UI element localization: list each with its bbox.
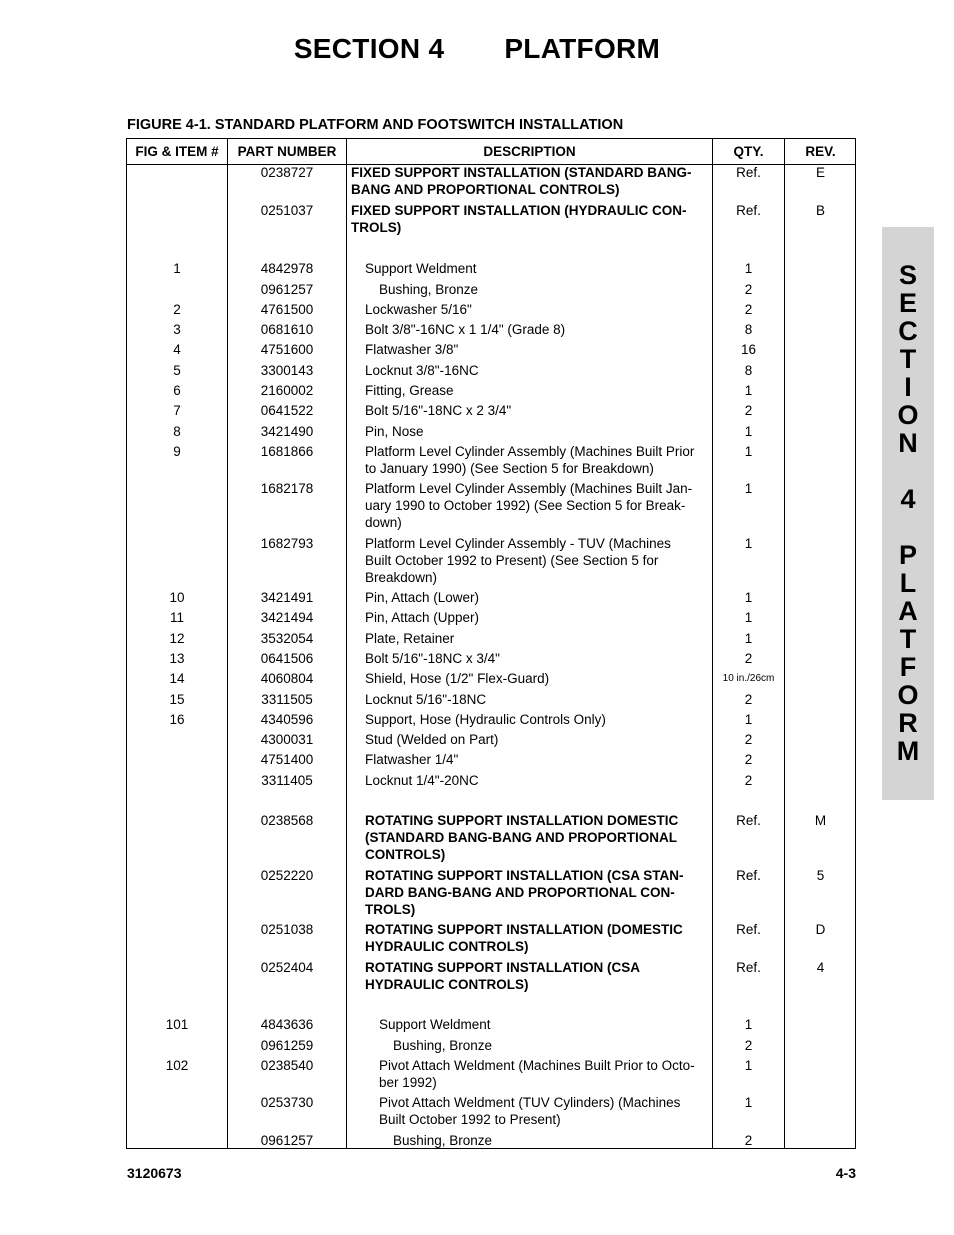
part-number-cell: 4751600: [260, 342, 314, 357]
qty-cell: 16: [740, 342, 757, 357]
side-tab-letter: R: [898, 708, 918, 738]
header-rev: REV.: [805, 144, 836, 159]
part-number-cell: 4843636: [260, 1017, 314, 1032]
description-line: ber 1992): [379, 1075, 437, 1090]
description-line: Bushing, Bronze: [379, 282, 479, 297]
description-line: Bolt 5/16"-18NC x 2 3/4": [365, 403, 512, 418]
description-line: ROTATING SUPPORT INSTALLATION (DOMESTIC: [365, 922, 683, 937]
fig-item-cell: 2: [173, 302, 181, 317]
side-tab-letter: M: [896, 736, 920, 766]
description-line: Bolt 5/16"-18NC x 3/4": [365, 651, 500, 666]
description-line: Support Weldment: [365, 261, 477, 276]
part-number-cell: 0252404: [260, 960, 314, 975]
qty-cell: 1: [744, 424, 753, 439]
description-cell: [365, 751, 725, 768]
fig-item-cell: 12: [169, 631, 185, 646]
side-tab-letter: I: [904, 372, 912, 402]
description-line: Pivot Attach Weldment (TUV Cylinders) (Machines: [379, 1095, 681, 1110]
qty-cell: Ref.: [736, 960, 761, 975]
description-line: Locknut 5/16"-18NC: [365, 692, 487, 707]
header-description: DESCRIPTION: [483, 144, 576, 159]
fig-item-cell: 11: [169, 610, 184, 625]
side-tab-letter: L: [899, 568, 917, 598]
side-tab-letter: A: [898, 596, 918, 626]
description-line: Breakdown): [365, 570, 438, 585]
side-tab-letter: E: [898, 288, 917, 318]
page-title: [0, 33, 954, 65]
fig-item-cell: 3: [173, 322, 181, 337]
part-number-cell: 0251038: [260, 922, 314, 937]
side-tab-letter: T: [899, 344, 917, 374]
description-line: Pin, Attach (Upper): [365, 610, 480, 625]
fig-item-cell: 9: [173, 444, 181, 459]
qty-cell: 1: [744, 444, 753, 459]
part-number-cell: 3421491: [260, 590, 314, 605]
description-line: TROLS): [351, 220, 402, 235]
qty-cell: 2: [744, 752, 753, 767]
description-cell: [351, 164, 711, 198]
qty-cell: 2: [744, 651, 753, 666]
qty-cell: Ref.: [736, 165, 761, 180]
fig-item-cell: 10: [169, 590, 185, 605]
description-cell: [365, 711, 725, 728]
part-number-cell: 3421490: [260, 424, 314, 439]
description-cell: [365, 443, 725, 477]
fig-item-cell: 7: [173, 403, 181, 418]
part-number-cell: 0253730: [260, 1095, 314, 1110]
qty-cell: 1: [744, 1095, 753, 1110]
part-number-cell: 0641506: [260, 651, 314, 666]
column-divider: [346, 139, 347, 1148]
qty-cell: 2: [744, 403, 753, 418]
description-cell: [393, 1132, 753, 1149]
part-number-cell: 1681866: [260, 444, 314, 459]
qty-cell: 1: [744, 590, 753, 605]
section-label: SECTION 4: [293, 33, 445, 64]
description-cell: [365, 362, 725, 379]
part-number-cell: 0961257: [260, 1133, 314, 1148]
rev-cell: 5: [816, 868, 825, 883]
qty-cell: 2: [744, 773, 753, 788]
description-cell: [365, 480, 725, 531]
part-number-cell: 4060804: [260, 671, 314, 686]
qty-cell: 2: [744, 282, 753, 297]
part-number-cell: 3311505: [261, 692, 313, 707]
part-number-cell: 0238727: [260, 165, 314, 180]
description-line: to January 1990) (See Section 5 for Breakdown): [365, 461, 654, 476]
description-line: Shield, Hose (1/2" Flex-Guard): [365, 671, 550, 686]
description-cell: [365, 731, 725, 748]
side-tab-letter: S: [898, 260, 917, 290]
description-cell: [365, 321, 725, 338]
description-line: HYDRAULIC CONTROLS): [365, 977, 529, 992]
figure-title: FIGURE 4-1. STANDARD PLATFORM AND FOOTSWITCH INSTALLATION: [127, 117, 624, 133]
description-cell: [379, 1057, 739, 1091]
description-line: Support Weldment: [379, 1017, 491, 1032]
description-line: ROTATING SUPPORT INSTALLATION DOMESTIC: [365, 813, 679, 828]
part-number-cell: 0681610: [260, 322, 314, 337]
description-line: Built October 1992 to Present): [379, 1112, 561, 1127]
qty-cell: 2: [744, 302, 753, 317]
description-line: Flatwasher 3/8": [365, 342, 459, 357]
description-cell: [365, 650, 725, 667]
qty-cell: 1: [744, 1058, 753, 1073]
qty-cell: 8: [744, 363, 753, 378]
part-number-cell: 1682178: [260, 481, 314, 496]
description-cell: [393, 1037, 753, 1054]
part-number-cell: 0961259: [260, 1038, 314, 1053]
side-tab-letter: N: [898, 428, 918, 458]
description-line: DARD BANG-BANG AND PROPORTIONAL CON-: [365, 885, 675, 900]
header-fig-item: FIG & ITEM #: [135, 144, 219, 159]
parts-table: [126, 138, 856, 1149]
qty-cell: 1: [744, 712, 753, 727]
side-tab-letter: T: [899, 624, 917, 654]
qty-cell: Ref.: [736, 203, 761, 218]
description-line: Platform Level Cylinder Assembly (Machines Built Prior: [365, 444, 695, 459]
description-line: FIXED SUPPORT INSTALLATION (STANDARD BANG-: [351, 165, 692, 180]
part-number-cell: 0238540: [260, 1058, 314, 1073]
description-cell: [365, 589, 725, 606]
description-line: Pivot Attach Weldment (Machines Built Prior to Octo-: [379, 1058, 695, 1073]
part-number-cell: 4761500: [260, 302, 314, 317]
rev-cell: 4: [816, 960, 825, 975]
qty-cell: 1: [744, 261, 753, 276]
description-line: HYDRAULIC CONTROLS): [365, 939, 529, 954]
description-line: TROLS): [365, 902, 416, 917]
qty-cell: 1: [744, 383, 753, 398]
fig-item-cell: 101: [165, 1017, 189, 1032]
description-line: Built October 1992 to Present) (See Section 5 for: [365, 553, 659, 568]
side-tab-letter: O: [897, 680, 919, 710]
qty-cell: 1: [744, 536, 753, 551]
doc-number: 3120673: [127, 1165, 182, 1181]
description-line: Locknut 1/4"-20NC: [365, 773, 479, 788]
rev-cell: M: [814, 813, 827, 828]
description-line: Stud (Welded on Part): [365, 732, 499, 747]
description-line: Platform Level Cylinder Assembly - TUV (Machines: [365, 536, 671, 551]
part-number-cell: 0961257: [260, 282, 314, 297]
fig-item-cell: 14: [169, 671, 185, 686]
description-cell: [379, 1094, 739, 1128]
description-cell: [351, 202, 711, 236]
description-line: uary 1990 to October 1992) (See Section 5 for Break-: [365, 498, 686, 513]
description-line: Platform Level Cylinder Assembly (Machines Built Jan-: [365, 481, 693, 496]
qty-cell: 10 in./26cm: [722, 673, 775, 684]
rev-cell: D: [815, 922, 826, 937]
description-line: ROTATING SUPPORT INSTALLATION (CSA STAN-: [365, 868, 684, 883]
description-line: down): [365, 515, 402, 530]
part-number-cell: 3300143: [260, 363, 314, 378]
part-number-cell: 0251037: [260, 203, 314, 218]
qty-cell: 2: [744, 732, 753, 747]
description-line: Bolt 3/8"-16NC x 1 1/4" (Grade 8): [365, 322, 566, 337]
part-number-cell: 4842978: [260, 261, 314, 276]
description-line: Flatwasher 1/4": [365, 752, 459, 767]
section-name: PLATFORM: [504, 33, 661, 64]
description-line: BANG AND PROPORTIONAL CONTROLS): [351, 182, 620, 197]
rev-cell: B: [815, 203, 825, 218]
header-part-number: PART NUMBER: [237, 144, 337, 159]
page-number: 4-3: [835, 1165, 856, 1181]
fig-item-cell: 6: [173, 383, 181, 398]
qty-cell: 2: [744, 1038, 753, 1053]
fig-item-cell: 15: [169, 692, 185, 707]
description-cell: [365, 921, 725, 955]
description-cell: [365, 772, 725, 789]
fig-item-cell: 16: [169, 712, 185, 727]
qty-cell: Ref.: [736, 813, 761, 828]
fig-item-cell: 102: [165, 1058, 189, 1073]
description-cell: [365, 260, 725, 277]
qty-cell: 2: [744, 692, 753, 707]
side-tab-letter: O: [897, 400, 919, 430]
description-line: Plate, Retainer: [365, 631, 455, 646]
description-line: Bushing, Bronze: [393, 1133, 493, 1148]
part-number-cell: 4300031: [260, 732, 314, 747]
qty-cell: 1: [744, 1017, 753, 1032]
qty-cell: 1: [744, 631, 753, 646]
table-header: [127, 139, 855, 165]
description-line: Pin, Attach (Lower): [365, 590, 480, 605]
description-line: (STANDARD BANG-BANG AND PROPORTIONAL: [365, 830, 677, 845]
section-side-tab: [882, 227, 934, 800]
description-cell: [365, 867, 725, 918]
part-number-cell: 0238568: [260, 813, 314, 828]
fig-item-cell: 5: [173, 363, 181, 378]
fig-item-cell: 4: [173, 342, 181, 357]
description-cell: [365, 341, 725, 358]
description-cell: [365, 630, 725, 647]
part-number-cell: 0641522: [260, 403, 314, 418]
qty-cell: 8: [744, 322, 753, 337]
qty-cell: 2: [744, 1133, 753, 1148]
side-tab-letter: C: [898, 316, 918, 346]
part-number-cell: 4751400: [260, 752, 314, 767]
description-line: Pin, Nose: [365, 424, 424, 439]
column-divider: [784, 139, 785, 1148]
qty-cell: 1: [744, 481, 753, 496]
qty-cell: Ref.: [736, 922, 761, 937]
description-line: Locknut 3/8"-16NC: [365, 363, 479, 378]
side-tab-letter: 4: [900, 484, 916, 514]
part-number-cell: 0252220: [260, 868, 314, 883]
description-cell: [365, 670, 725, 687]
part-number-cell: 2160002: [260, 383, 314, 398]
description-cell: [365, 535, 725, 586]
description-cell: [365, 382, 725, 399]
description-cell: [365, 402, 725, 419]
qty-cell: Ref.: [736, 868, 761, 883]
part-number-cell: 3311405: [261, 773, 313, 788]
side-tab-letter: F: [899, 652, 917, 682]
description-line: Bushing, Bronze: [393, 1038, 493, 1053]
description-cell: [365, 959, 725, 993]
description-cell: [365, 812, 725, 863]
description-cell: [365, 301, 725, 318]
rev-cell: E: [815, 165, 825, 180]
description-line: Fitting, Grease: [365, 383, 454, 398]
fig-item-cell: 1: [173, 261, 181, 276]
part-number-cell: 3421494: [260, 610, 314, 625]
description-cell: [379, 1016, 739, 1033]
description-cell: [365, 423, 725, 440]
part-number-cell: 4340596: [260, 712, 314, 727]
description-line: Lockwasher 5/16": [365, 302, 472, 317]
description-line: CONTROLS): [365, 847, 446, 862]
description-line: ROTATING SUPPORT INSTALLATION (CSA: [365, 960, 640, 975]
header-qty: QTY.: [733, 144, 764, 159]
description-line: FIXED SUPPORT INSTALLATION (HYDRAULIC CON-: [351, 203, 687, 218]
fig-item-cell: 13: [169, 651, 185, 666]
fig-item-cell: 8: [173, 424, 181, 439]
description-cell: [379, 281, 739, 298]
part-number-cell: 1682793: [260, 536, 314, 551]
description-cell: [365, 609, 725, 626]
part-number-cell: 3532054: [260, 631, 314, 646]
side-tab-letter: P: [898, 540, 917, 570]
description-line: Support, Hose (Hydraulic Controls Only): [365, 712, 606, 727]
qty-cell: 1: [744, 610, 753, 625]
description-cell: [365, 691, 725, 708]
